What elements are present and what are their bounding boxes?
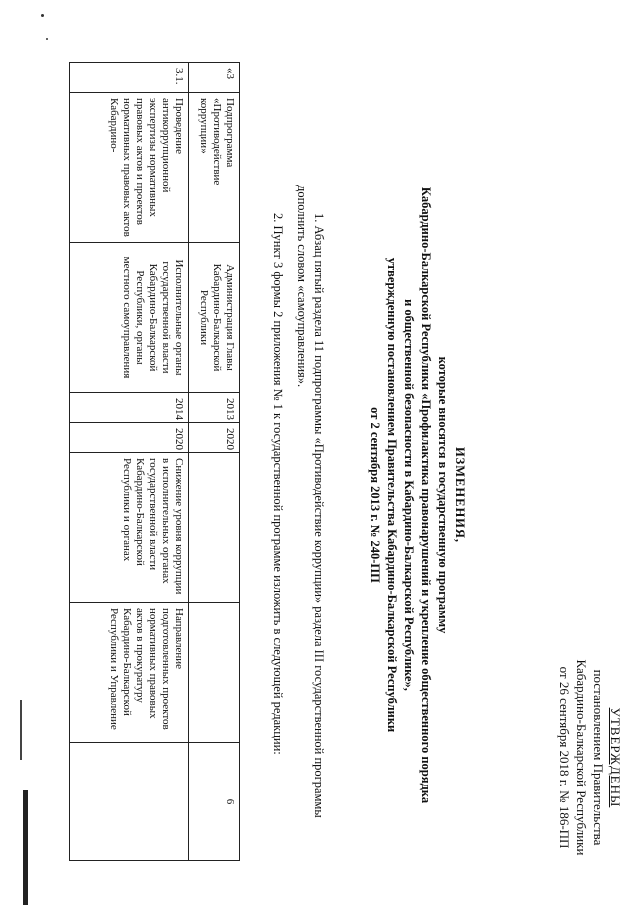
heading-line: и общественной безопасности в Кабардино-Балкарской Республике», bbox=[402, 299, 416, 691]
cell-direction bbox=[189, 603, 240, 743]
cell-start-year: 2013 bbox=[189, 393, 240, 423]
cell-number: 3.1. bbox=[70, 63, 189, 93]
approval-line: Кабардино-Балкарской Республики bbox=[574, 659, 589, 856]
cell-name: Подпрограмма «Противодействие коррупции» bbox=[189, 93, 240, 243]
heading-line: Кабардино-Балкарской Республики «Профилактика правонарушений и укрепление общественного порядка bbox=[419, 186, 433, 804]
cell-executor: Администрация Главы Кабардино-Балкарской Республики bbox=[189, 243, 240, 393]
cell-result: Снижение уровня коррупции в исполнительных органах государственной власти Кабардино-Балкарской Республики и органах bbox=[70, 453, 189, 603]
cell-link bbox=[70, 743, 189, 861]
paragraph-2: 2. Пункт 3 формы 2 приложения № 1 к государственной программе изложить в следующей редакции: bbox=[271, 213, 285, 755]
cell-direction: Направление подготовленных проектов нормативных правовых актов в прокуратуру Кабардино-Балкарской Республики и Управление bbox=[70, 603, 189, 743]
cell-end-year: 2020 bbox=[189, 423, 240, 453]
scan-speck bbox=[46, 38, 48, 40]
scan-edge-mark bbox=[23, 790, 28, 905]
heading-line: которые вносятся в государственную программу bbox=[436, 356, 450, 634]
cell-end-year: 2020 bbox=[70, 423, 189, 453]
paragraph-1: 1. Абзац пятый раздела 11 подпрограммы «Противодействие коррупции» раздела III государственной программы дополнить словом «самоуправления». bbox=[295, 185, 326, 818]
approval-line: от 26 сентября 2018 г. № 186-ПП bbox=[557, 666, 572, 849]
scan-speck bbox=[41, 14, 44, 17]
approval-block bbox=[556, 650, 624, 865]
heading-line: утвержденную постановлением Правительства Кабардино-Балкарской Республики bbox=[385, 257, 399, 733]
approval-line: постановлением Правительства bbox=[591, 669, 606, 846]
table-row bbox=[189, 63, 240, 861]
program-table bbox=[69, 62, 240, 861]
heading-title: ИЗМЕНЕНИЯ, bbox=[453, 446, 467, 544]
approval-title: УТВЕРЖДЕНЫ bbox=[608, 707, 623, 808]
scan-edge-dash bbox=[20, 700, 22, 760]
cell-name: Проведение антикоррупционной экспертизы нормативных правовых актов и проектов нормативных правовых актов Кабардино- bbox=[70, 93, 189, 243]
cell-start-year: 2014 bbox=[70, 393, 189, 423]
cell-link: 6 bbox=[189, 743, 240, 861]
cell-number: «3 bbox=[189, 63, 240, 93]
document-heading bbox=[366, 150, 468, 840]
cell-result bbox=[189, 453, 240, 603]
cell-executor: Исполнительные органы государственной власти Кабардино-Балкарской Республики, органы местного самоуправления bbox=[70, 243, 189, 393]
heading-line: от 2 сентября 2013 г. № 240-ПП bbox=[368, 407, 382, 583]
table-row bbox=[70, 63, 189, 861]
